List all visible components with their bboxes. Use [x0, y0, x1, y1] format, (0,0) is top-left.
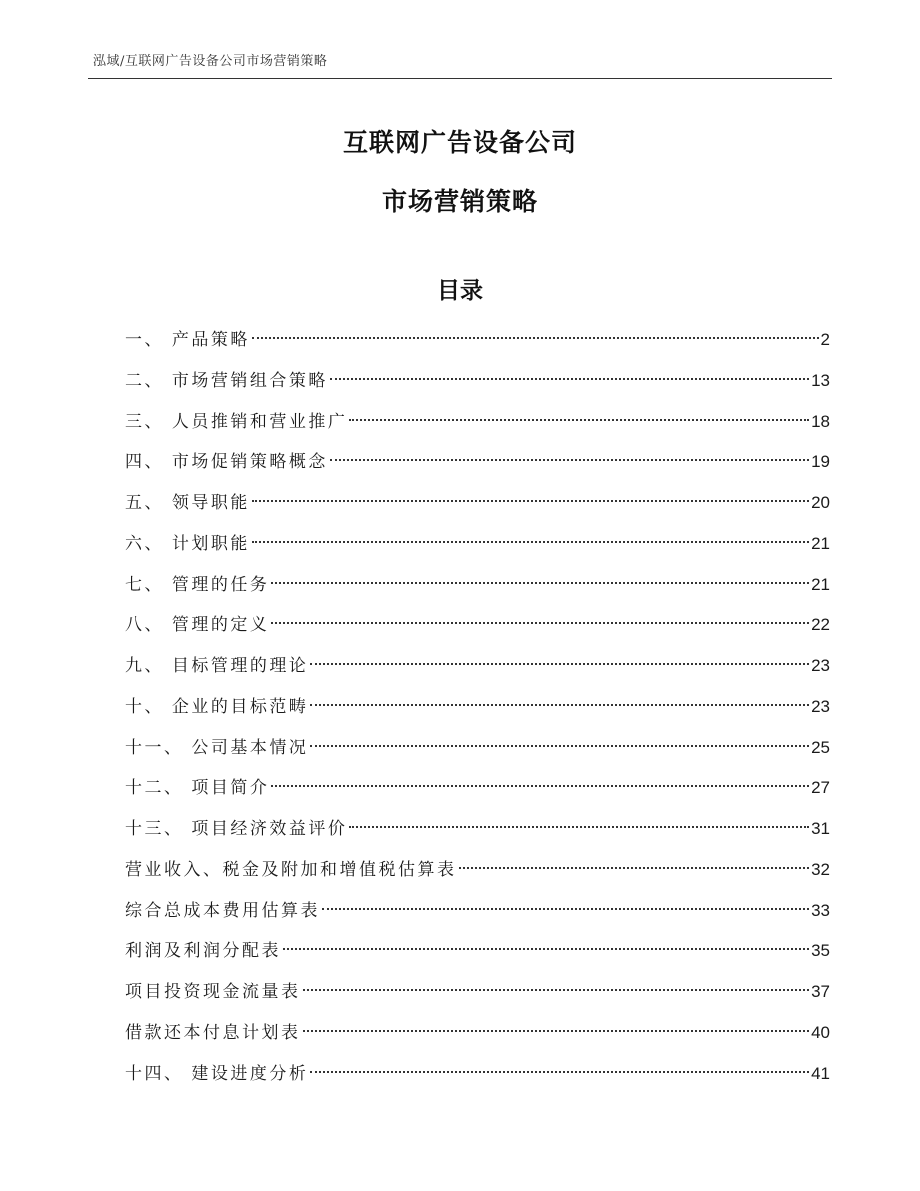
toc-dot-leader [271, 785, 809, 787]
toc-entry-page: 13 [811, 370, 830, 390]
toc-entry[interactable] [125, 483, 830, 524]
running-header: 泓域/互联网广告设备公司市场营销策略 [93, 54, 328, 69]
toc-dot-leader [310, 745, 809, 747]
toc-dot-leader [252, 541, 809, 543]
toc-entry[interactable] [125, 1054, 830, 1095]
toc-entry[interactable] [125, 768, 830, 809]
toc-dot-leader [310, 1071, 809, 1073]
toc-entry-label: 八、 管理的定义 [125, 615, 270, 636]
toc-entry[interactable] [125, 402, 830, 443]
toc-entry[interactable] [125, 728, 830, 769]
toc-entry-label: 四、 市场促销策略概念 [125, 452, 328, 473]
toc-entry[interactable] [125, 972, 830, 1013]
toc-entry-page: 2 [820, 330, 830, 349]
toc-entry-page: 37 [811, 982, 830, 1001]
document-title: 互联网广告设备公司 [342, 128, 577, 157]
toc-entry-page: 19 [811, 452, 830, 472]
toc-heading: 目录 [437, 278, 483, 304]
toc-dot-leader [310, 663, 809, 665]
toc-entry-label: 借款还本付息计划表 [125, 1022, 301, 1043]
toc-entry-page: 20 [811, 493, 830, 512]
toc-dot-leader [283, 948, 809, 950]
toc-dot-leader [349, 826, 809, 828]
toc-dot-leader [349, 419, 809, 421]
toc-entry-label: 利润及利润分配表 [125, 941, 281, 962]
toc-dot-leader [322, 908, 809, 910]
table-of-contents [125, 320, 830, 1094]
toc-dot-leader [252, 337, 819, 339]
toc-entry-page: 35 [811, 941, 830, 961]
toc-entry-page: 41 [811, 1063, 830, 1083]
toc-entry[interactable] [125, 565, 830, 606]
header-divider [88, 78, 832, 79]
toc-entry-page: 23 [811, 656, 830, 675]
toc-entry-label: 十、 企业的目标范畴 [125, 696, 309, 717]
toc-entry-label: 十三、 项目经济效益评价 [125, 819, 348, 839]
toc-entry-label: 六、 计划职能 [125, 533, 250, 554]
toc-entry-page: 22 [811, 615, 830, 635]
toc-entry-label: 综合总成本费用估算表 [125, 900, 320, 921]
toc-entry[interactable] [125, 605, 830, 646]
toc-entry-page: 18 [811, 411, 830, 431]
toc-entry[interactable] [125, 320, 830, 361]
toc-dot-leader [303, 1030, 810, 1032]
toc-dot-leader [330, 378, 809, 380]
toc-entry-label: 七、 管理的任务 [125, 574, 270, 595]
toc-dot-leader [303, 989, 810, 991]
toc-entry[interactable] [125, 809, 830, 850]
toc-entry[interactable] [125, 524, 830, 565]
toc-entry[interactable] [125, 931, 830, 972]
toc-entry-page: 40 [811, 1022, 830, 1042]
toc-entry[interactable] [125, 891, 830, 932]
toc-entry-label: 十四、 建设进度分析 [125, 1063, 309, 1084]
toc-entry[interactable] [125, 1013, 830, 1054]
toc-dot-leader [252, 500, 809, 502]
toc-entry-page: 21 [811, 533, 830, 553]
toc-entry-label: 三、 人员推销和营业推广 [125, 411, 348, 432]
toc-entry-page: 33 [811, 900, 830, 920]
toc-entry[interactable] [125, 850, 830, 891]
toc-entry-label: 营业收入、税金及附加和增值税估算表 [125, 859, 457, 880]
toc-entry-label: 九、 目标管理的理论 [125, 656, 309, 676]
toc-dot-leader [310, 704, 809, 706]
toc-entry-page: 21 [811, 574, 830, 594]
toc-dot-leader [271, 622, 809, 624]
toc-entry-page: 31 [811, 819, 830, 838]
toc-entry-label: 一、 产品策略 [125, 330, 250, 350]
toc-entry-page: 32 [811, 859, 830, 879]
toc-entry-page: 27 [811, 778, 830, 798]
toc-entry[interactable] [125, 361, 830, 402]
toc-entry-label: 二、 市场营销组合策略 [125, 370, 328, 391]
toc-entry-label: 项目投资现金流量表 [125, 982, 301, 1002]
toc-entry-page: 23 [811, 696, 830, 716]
toc-dot-leader [330, 459, 809, 461]
toc-entry-label: 五、 领导职能 [125, 493, 250, 513]
toc-entry[interactable] [125, 442, 830, 483]
toc-entry-label: 十二、 项目简介 [125, 778, 270, 799]
toc-entry-label: 十一、 公司基本情况 [125, 737, 309, 758]
toc-entry[interactable] [125, 646, 830, 687]
toc-entry-page: 25 [811, 737, 830, 757]
toc-entry[interactable] [125, 687, 830, 728]
toc-dot-leader [459, 867, 810, 869]
document-subtitle: 市场营销策略 [381, 187, 538, 216]
toc-dot-leader [271, 582, 809, 584]
